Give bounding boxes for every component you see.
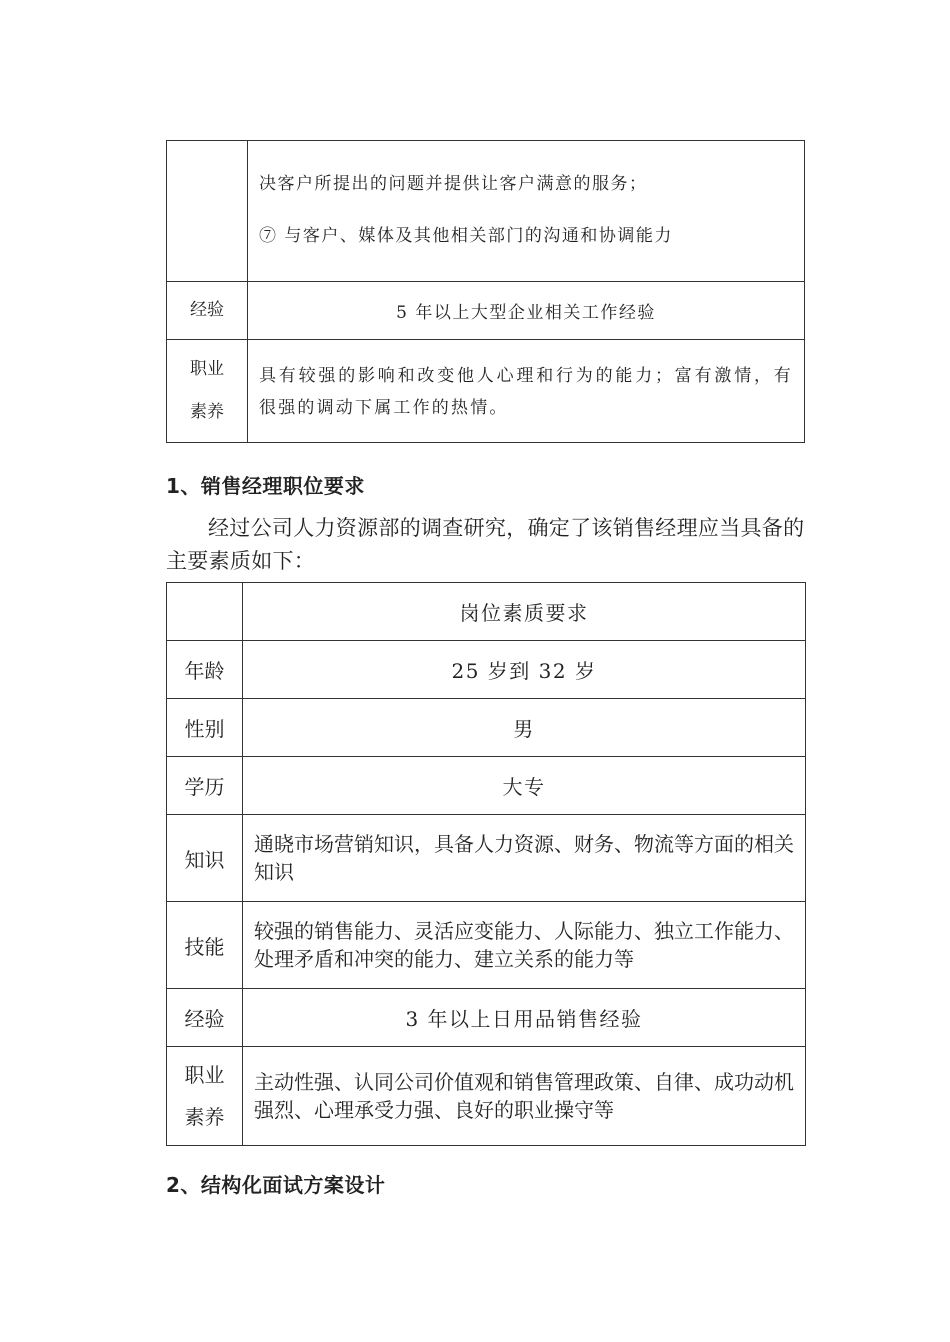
row-label-professionalism	[167, 340, 248, 443]
row-value-knowledge: 通晓市场营销知识，具备人力资源、财务、物流等方面的相关知识	[243, 815, 806, 902]
row-label-professionalism	[167, 1047, 243, 1146]
row-label-empty	[167, 141, 248, 282]
label-line: 职业	[184, 1063, 225, 1087]
row-value-skills: 较强的销售能力、灵活应变能力、人际能力、独立工作能力、处理矛盾和冲突的能力、建立关系的能力等	[243, 902, 806, 989]
section-paragraph: 经过公司人力资源部的调查研究，确定了该销售经理应当具备的主要素质如下：	[166, 516, 805, 573]
row-label-skills: 技能	[167, 902, 243, 989]
row-value-education: 大专	[243, 757, 806, 815]
table-row	[167, 815, 806, 902]
content-line: ⑦ 与客户、媒体及其他相关部门的沟通和协调能力	[259, 226, 673, 246]
section-heading-1: 1、销售经理职位要求	[166, 474, 365, 498]
row-value-gender: 男	[243, 699, 806, 757]
row-value-professionalism: 主动性强、认同公司价值观和销售管理政策、自律、成功动机强烈、心理承受力强、良好的职业操守等	[243, 1047, 806, 1146]
row-label-experience: 经验	[167, 282, 248, 340]
header-empty-cell	[167, 583, 243, 641]
table-row	[167, 141, 805, 282]
row-content	[248, 141, 805, 282]
sales-manager-requirements-table	[166, 582, 806, 1146]
job-requirements-table-continued	[166, 140, 805, 443]
label-line: 职业	[190, 359, 224, 379]
row-label-experience: 经验	[167, 989, 243, 1047]
table-row	[167, 699, 806, 757]
section-heading-2: 2、结构化面试方案设计	[166, 1173, 386, 1197]
table-row	[167, 641, 806, 699]
table-row	[167, 757, 806, 815]
table-row	[167, 989, 806, 1047]
row-label-knowledge: 知识	[167, 815, 243, 902]
table-row	[167, 902, 806, 989]
label-line: 素养	[184, 1105, 225, 1129]
row-label-age: 年龄	[167, 641, 243, 699]
row-value-professionalism: 具有较强的影响和改变他人心理和行为的能力；富有激情，有很强的调动下属工作的热情。	[248, 340, 805, 443]
table-row	[167, 282, 805, 340]
table-header-row	[167, 583, 806, 641]
row-value-experience: 3 年以上日用品销售经验	[243, 989, 806, 1047]
label-line: 素养	[190, 402, 224, 422]
table-row	[167, 1047, 806, 1146]
table-row	[167, 340, 805, 443]
row-value-age: 25 岁到 32 岁	[243, 641, 806, 699]
row-label-education: 学历	[167, 757, 243, 815]
content-line: 决客户所提出的问题并提供让客户满意的服务；	[259, 174, 648, 194]
row-label-gender: 性别	[167, 699, 243, 757]
row-value-experience: 5 年以上大型企业相关工作经验	[248, 282, 805, 340]
table-header: 岗位素质要求	[243, 583, 806, 641]
